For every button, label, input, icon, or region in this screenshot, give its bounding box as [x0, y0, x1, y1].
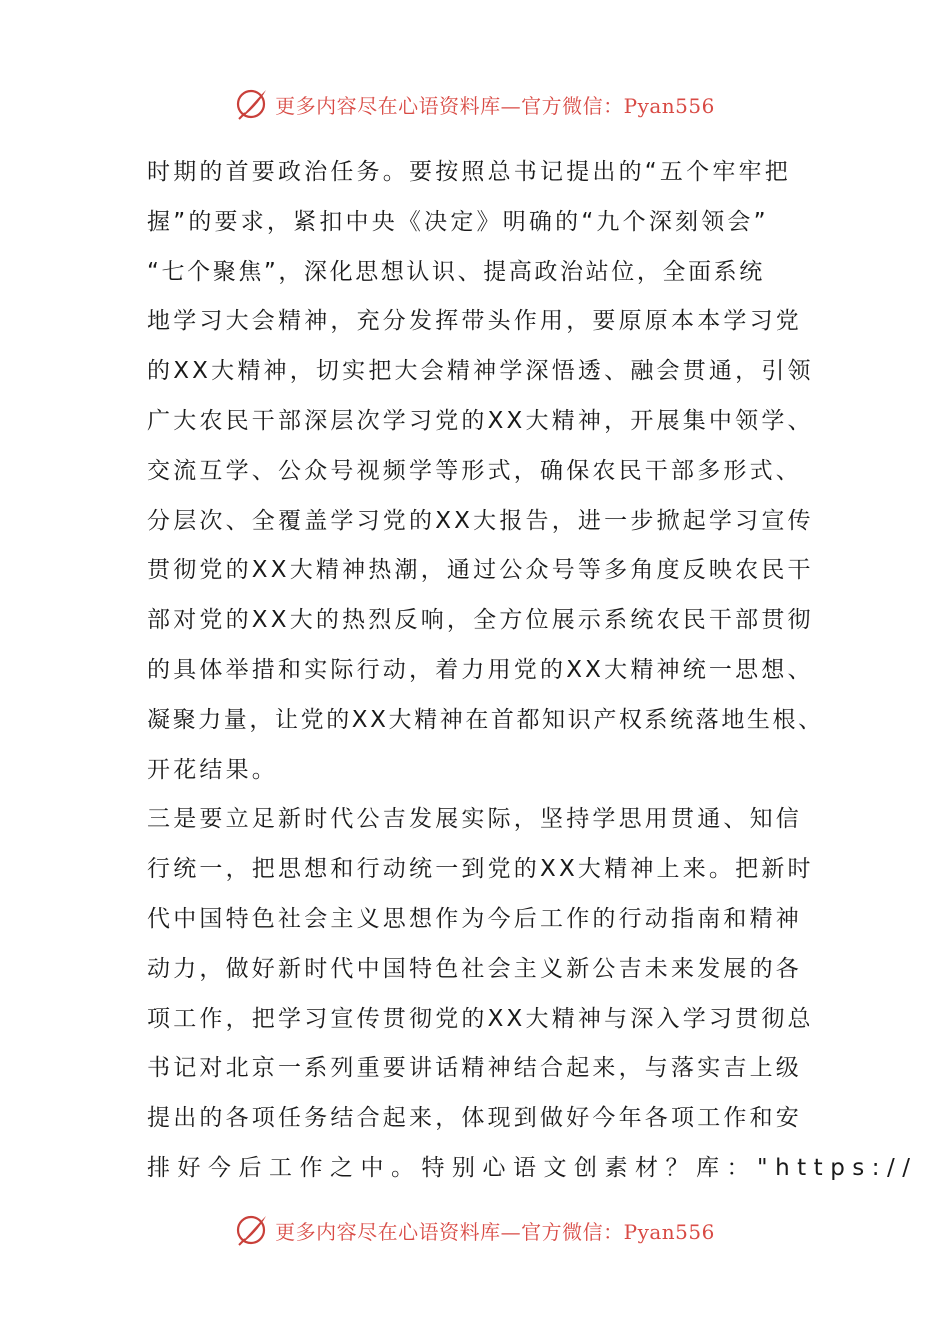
body-line-6: 广大农民干部深层次学习党的XX大精神，开展集中领学、 — [147, 407, 814, 434]
body-line-4: 地学习大会精神，充分发挥带头作用，要原原本本学习党 — [147, 308, 802, 335]
body-line-7: 交流互学、公众号视频学等形式，确保农民干部多形式、 — [147, 457, 802, 484]
body-line-19: 书记对北京一系列重要讲话精神结合起来，与落实吉上级 — [147, 1055, 802, 1082]
body-line-11: 的具体举措和实际行动，着力用党的XX大精神统一思想、 — [147, 656, 814, 683]
body-line-15: 行统一，把思想和行动统一到党的XX大精神上来。把新时 — [147, 856, 814, 883]
body-line-1: 时期的首要政治任务。要按照总书记提出的“五个牢牢把 — [147, 159, 791, 185]
document-body — [147, 148, 918, 1194]
body-line-21: 排好今后工作之中。特别心语文创素材？库："https:// — [147, 1154, 918, 1181]
body-line-5: 的XX大精神，切实把大会精神学深悟透、融会贯通，引领 — [147, 358, 814, 385]
body-line-14: 三是要立足新时代公吉发展实际，坚持学思用贯通、知信 — [147, 806, 802, 833]
body-line-10: 部对党的XX大的热烈反响，全方位展示系统农民干部贯彻 — [147, 607, 814, 634]
body-line-2: 握”的要求，紧扣中央《决定》明确的“九个深刻领会” — [147, 208, 769, 235]
body-line-3: “七个聚焦”，深化思想认识、提高政治站位，全面系统 — [147, 258, 765, 285]
body-line-16: 代中国特色社会主义思想作为今后工作的行动指南和精神 — [147, 905, 802, 932]
footer-banner-text: 更多内容尽在心语资料库—官方微信：Pyan556 — [275, 1219, 715, 1244]
header-banner-text: 更多内容尽在心语资料库—官方微信：Pyan556 — [275, 93, 715, 118]
footer-watermark-banner — [0, 1210, 950, 1250]
body-line-8: 分层次、全覆盖学习党的XX大报告，进一步掀起学习宣传 — [147, 507, 814, 534]
quill-pen-logo-icon — [235, 87, 269, 121]
quill-pen-logo-icon — [235, 1213, 269, 1247]
body-line-13: 开花结果。 — [147, 756, 278, 783]
header-watermark-banner — [0, 84, 950, 124]
body-line-9: 贯彻党的XX大精神热潮，通过公众号等多角度反映农民干 — [147, 557, 814, 584]
body-line-18: 项工作，把学习宣传贯彻党的XX大精神与深入学习贯彻总 — [147, 1005, 814, 1032]
body-line-20: 提出的各项任务结合起来，体现到做好今年各项工作和安 — [147, 1105, 802, 1132]
body-line-12: 凝聚力量，让党的XX大精神在首都知识产权系统落地生根、 — [147, 706, 824, 733]
body-line-17: 动力，做好新时代中国特色社会主义新公吉未来发展的各 — [147, 955, 802, 982]
